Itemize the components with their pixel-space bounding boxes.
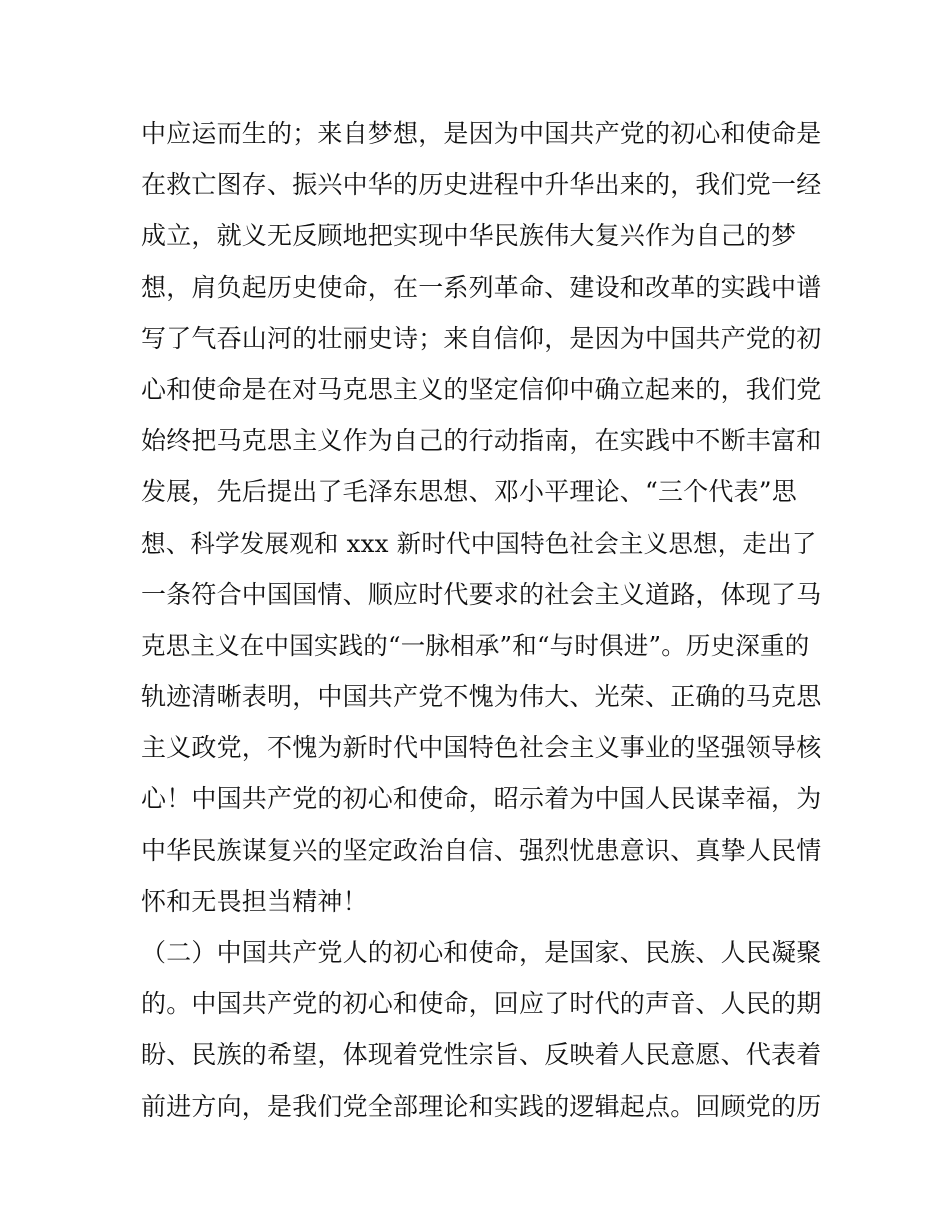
text-line: 心和使命是在对马克思主义的坚定信仰中确立起来的，我们党 <box>141 374 822 404</box>
text-line: 成立，就义无反顾地把实现中华民族伟大复兴作为自己的梦 <box>141 221 797 251</box>
text-line: 的。中国共产党的初心和使命，回应了时代的声音、人民的期 <box>141 989 822 1019</box>
text-line: 发展，先后提出了毛泽东思想、邓小平理论、“三个代表”思 <box>141 477 797 507</box>
text-line: 心！中国共产党的初心和使命，昭示着为中国人民谋幸福，为 <box>141 784 822 814</box>
text-line: 主义政党，不愧为新时代中国特色社会主义事业的坚强领导核 <box>141 733 822 763</box>
text-line: 怀和无畏担当精神！ <box>141 886 368 916</box>
text-line: 在救亡图存、振兴中华的历史进程中升华出来的，我们党一经 <box>141 170 822 200</box>
body-text <box>141 108 821 1132</box>
text-line: 一条符合中国国情、顺应时代要求的社会主义道路，体现了马 <box>141 579 822 609</box>
text-line: 想、科学发展观和 xxx 新时代中国特色社会主义思想，走出了 <box>141 528 817 558</box>
text-line: 中华民族谋复兴的坚定政治自信、强烈忧患意识、真挚人民情 <box>141 835 822 865</box>
text-line: 前进方向，是我们党全部理论和实践的逻辑起点。回顾党的历 <box>141 1091 822 1121</box>
text-line: 中应运而生的；来自梦想，是因为中国共产党的初心和使命是 <box>141 119 822 148</box>
text-line: 克思主义在中国实践的“一脉相承”和“与时俱进”。历史深重的 <box>141 630 810 660</box>
text-line: 写了气吞山河的壮丽史诗；来自信仰，是因为中国共产党的初 <box>141 323 822 353</box>
section-heading-line: （二）中国共产党人的初心和使命，是国家、民族、人民凝聚 <box>141 938 822 967</box>
text-line: 轨迹清晰表明，中国共产党不愧为伟大、光荣、正确的马克思 <box>141 682 822 712</box>
text-line: 想，肩负起历史使命，在一系列革命、建设和改革的实践中谱 <box>141 272 822 302</box>
text-line: 始终把马克思主义作为自己的行动指南，在实践中不断丰富和 <box>141 426 822 456</box>
text-line: 盼、民族的希望，体现着党性宗旨、反映着人民意愿、代表着 <box>141 1040 822 1070</box>
